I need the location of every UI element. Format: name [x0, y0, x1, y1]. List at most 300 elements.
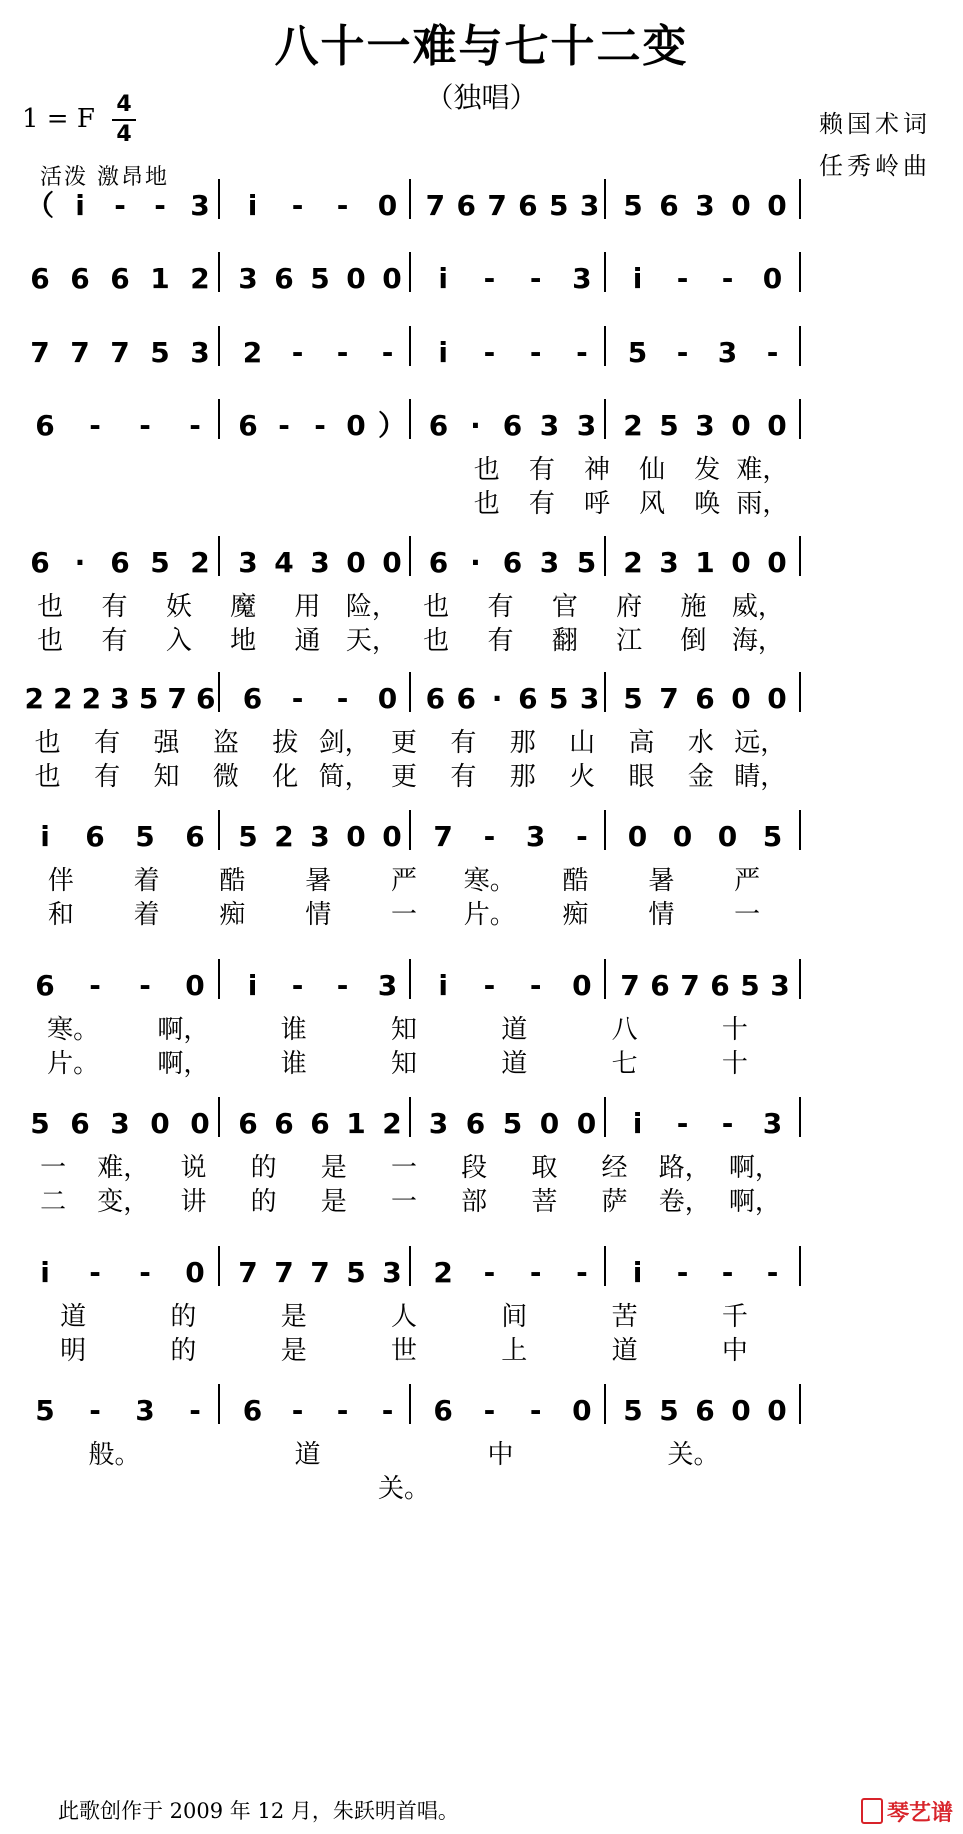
note: 0 — [767, 189, 787, 222]
lyric-char: 有 — [94, 762, 121, 792]
note: 5 — [346, 1256, 366, 1289]
note: - — [89, 409, 101, 442]
lyric-char: 暑 — [305, 866, 332, 896]
lyric-char: 有 — [101, 626, 128, 656]
note: 3 — [539, 546, 560, 579]
note: i — [632, 1107, 643, 1140]
note: · — [491, 682, 503, 715]
note: 0 — [731, 1394, 751, 1427]
lyric-char: 人 — [390, 1302, 418, 1332]
note: 0 — [731, 546, 751, 579]
lyric-char: 卷， — [658, 1187, 711, 1217]
note: - — [483, 262, 496, 295]
note: 5 — [150, 336, 170, 369]
note: - — [89, 1394, 101, 1427]
lyric-char: 也 — [423, 626, 450, 656]
note: 6 — [274, 262, 294, 295]
note: 1 — [695, 546, 715, 579]
lyric-char: 更 — [390, 762, 418, 792]
lyric-char: 是 — [280, 1336, 307, 1366]
note: - — [676, 262, 689, 295]
lyric-char: 菩 — [531, 1187, 558, 1217]
watermark-text: 琴艺谱 — [886, 1801, 953, 1826]
note: 3 — [135, 1394, 155, 1427]
note: 0 — [377, 189, 398, 222]
lyric-char: 关。 — [377, 1474, 431, 1504]
lyric-char: 八 — [611, 1015, 638, 1045]
note: 5 — [502, 1107, 523, 1140]
lyric-char: 简， — [318, 762, 371, 792]
song-subtitle: （独唱） — [425, 81, 538, 114]
note: 5 — [623, 682, 643, 715]
lyric-char: 江 — [616, 626, 643, 656]
note: 6 — [518, 682, 538, 715]
note: - — [189, 409, 201, 442]
note: 5 — [150, 546, 170, 579]
lyric-char: 入 — [165, 626, 192, 656]
note: 3 — [382, 1256, 402, 1289]
note: 0 — [382, 262, 402, 295]
note: 3 — [310, 820, 330, 853]
lyric-char: 酷 — [562, 866, 589, 896]
note: 5 — [549, 682, 569, 715]
key-signature: 1 = F — [22, 104, 95, 134]
lyric-char: 十 — [721, 1049, 748, 1079]
lyric-char: 府 — [616, 592, 643, 622]
note: 2 — [190, 546, 210, 579]
lyric-char: 妖 — [165, 592, 192, 622]
note: 6 — [274, 1107, 294, 1140]
note: - — [154, 189, 166, 222]
lyric-char: 萨 — [601, 1187, 628, 1217]
lyric-char: 强 — [153, 728, 180, 758]
lyric-char: 二 — [40, 1187, 67, 1217]
note: 6 — [85, 820, 105, 853]
note: 7 — [30, 336, 50, 369]
lyric-char: 施 — [680, 592, 707, 622]
song-title: 八十一难与七十二变 — [274, 21, 689, 72]
lyric-char: 严 — [390, 866, 418, 896]
lyric-char: 雨， — [736, 489, 789, 519]
note: 0 — [346, 262, 366, 295]
note: - — [381, 336, 394, 369]
lyric-char: 天， — [345, 626, 398, 656]
lyric-char: 明 — [60, 1336, 87, 1366]
lyric-char: 痴 — [562, 900, 589, 930]
composer-credit: 任秀岭曲 — [819, 152, 931, 180]
lyric-char: 化 — [272, 762, 299, 792]
note: - — [89, 1256, 101, 1289]
lyric-char: 苦 — [611, 1302, 638, 1332]
note: 6 — [650, 969, 670, 1002]
note: i — [40, 1256, 50, 1289]
score-system — [30, 536, 800, 656]
note: 0 — [572, 1394, 592, 1427]
lyric-char: 呼 — [583, 489, 611, 519]
tempo-marking: 活泼 激昂地 — [40, 165, 169, 190]
note: - — [189, 1394, 201, 1427]
lyric-char: 有 — [487, 592, 514, 622]
note: i — [247, 969, 258, 1002]
note: i — [438, 969, 448, 1002]
lyric-char: 寒。 — [463, 866, 516, 896]
note: 6 — [35, 969, 55, 1002]
note: - — [139, 409, 151, 442]
note: 3 — [190, 336, 210, 369]
lyric-char: 十 — [721, 1015, 748, 1045]
note: 3 — [572, 262, 592, 295]
note: 5 — [762, 820, 783, 853]
note: - — [483, 969, 496, 1002]
note: 5 — [740, 969, 760, 1002]
lyric-char: 难， — [97, 1153, 150, 1183]
note: - — [483, 1256, 496, 1289]
note: 6 — [110, 262, 130, 295]
note: 0 — [150, 1107, 170, 1140]
lyric-char: 着 — [133, 900, 160, 930]
note: 6 — [238, 1107, 258, 1140]
lyric-char: 的 — [170, 1336, 197, 1366]
note: 3 — [525, 820, 546, 853]
lyric-char: 也 — [37, 626, 64, 656]
note: 0 — [185, 969, 205, 1002]
note: 3 — [695, 409, 715, 442]
lyric-char: 经 — [601, 1153, 628, 1183]
note: 3 — [695, 189, 715, 222]
note: - — [529, 1394, 542, 1427]
lyric-char: 险， — [345, 592, 398, 622]
note: 6 — [502, 409, 523, 442]
lyric-char: 仙 — [639, 455, 666, 485]
lyric-char: 有 — [94, 728, 121, 758]
note: 1 — [150, 262, 170, 295]
lyric-char: 道 — [611, 1336, 638, 1366]
lyric-char: 通 — [294, 626, 321, 656]
lyric-char: 盗 — [212, 728, 239, 758]
lyric-char: 啊， — [157, 1015, 210, 1045]
note: 0 — [572, 969, 592, 1002]
lyric-char: 伴 — [47, 866, 74, 896]
note: 0 — [382, 546, 402, 579]
note: - — [314, 409, 326, 442]
lyric-char: 有 — [528, 489, 555, 519]
lyric-char: 拔 — [272, 728, 299, 758]
lyric-char: 也 — [423, 592, 450, 622]
note: 3 — [579, 682, 600, 715]
note: 5 — [659, 1394, 679, 1427]
note: 5 — [549, 189, 569, 222]
note: 7 — [425, 189, 446, 222]
note: 6 — [428, 409, 449, 442]
note: 6 — [502, 546, 523, 579]
note: - — [766, 336, 779, 369]
lyric-char: 谁 — [280, 1049, 307, 1079]
note: - — [576, 336, 588, 369]
note: 6 — [242, 1394, 263, 1427]
note: 6 — [242, 682, 263, 715]
lyric-char: 变， — [97, 1187, 150, 1217]
lyric-char: 难， — [736, 455, 789, 485]
score-system — [30, 326, 800, 369]
note: 2 — [433, 1256, 453, 1289]
note: 2 — [242, 336, 263, 369]
note: 2 — [274, 820, 294, 853]
lyric-char: 倒 — [680, 626, 707, 656]
note: 7 — [70, 336, 90, 369]
lyric-char: 有 — [450, 762, 477, 792]
note: i — [40, 820, 50, 853]
note: 3 — [770, 969, 790, 1002]
note: - — [336, 189, 349, 222]
score-system — [30, 252, 800, 295]
note: 6 — [695, 1394, 715, 1427]
note: 0 — [377, 682, 398, 715]
note: 7 — [167, 682, 187, 715]
lyric-char: 中 — [721, 1336, 748, 1366]
lyric-char: 和 — [47, 900, 74, 930]
note: - — [676, 336, 689, 369]
note: 3 — [659, 546, 679, 579]
note: · — [470, 409, 481, 442]
lyric-char: 发 — [694, 455, 721, 485]
lyric-char: 中 — [487, 1440, 514, 1470]
note: 0 — [672, 820, 693, 853]
note: 7 — [274, 1256, 294, 1289]
lyric-char: 千 — [721, 1302, 748, 1332]
lyric-char: 关。 — [667, 1440, 720, 1470]
lyric-char: 也 — [34, 762, 61, 792]
logo-icon — [861, 1798, 883, 1824]
note: - — [483, 1394, 496, 1427]
note: 6 — [30, 546, 50, 579]
lyric-char: 道 — [501, 1015, 528, 1045]
note: - — [89, 969, 101, 1002]
lyric-char: 片。 — [463, 900, 516, 930]
note: - — [529, 262, 542, 295]
lyric-char: 睛， — [734, 762, 787, 792]
note: - — [336, 1394, 349, 1427]
note: - — [291, 1394, 304, 1427]
watermark-logo — [861, 1796, 953, 1827]
note: 4 — [274, 546, 294, 579]
note: - — [529, 1256, 542, 1289]
note: 6 — [695, 682, 715, 715]
note: 7 — [238, 1256, 258, 1289]
note: 6 — [428, 546, 449, 579]
note: i — [438, 336, 448, 369]
note: - — [278, 409, 290, 442]
note: - — [336, 969, 349, 1002]
note: 6 — [456, 189, 476, 222]
note: 5 — [310, 262, 330, 295]
lyric-char: 水 — [687, 728, 714, 758]
note: 2 — [623, 409, 643, 442]
lyric-char: 是 — [320, 1153, 347, 1183]
lyric-char: 的 — [250, 1153, 277, 1183]
note: 5 — [623, 1394, 643, 1427]
lyric-char: 有 — [528, 455, 555, 485]
note: 3 — [238, 262, 258, 295]
note: 7 — [659, 682, 679, 715]
note: 3 — [717, 336, 738, 369]
lyric-char: 官 — [551, 592, 578, 622]
lyric-char: 一 — [734, 900, 761, 930]
note: i — [438, 262, 448, 295]
lyric-char: 远， — [734, 728, 787, 758]
lyric-char: 是 — [320, 1187, 347, 1217]
note: 2 — [81, 682, 102, 715]
note: 6 — [195, 682, 216, 715]
lyric-char: 微 — [212, 762, 239, 792]
note: 7 — [487, 189, 507, 222]
note: 5 — [576, 546, 597, 579]
note: 3 — [576, 409, 597, 442]
note: - — [291, 336, 304, 369]
note: - — [483, 336, 496, 369]
lyric-char: 山 — [569, 728, 596, 758]
note: - — [721, 262, 734, 295]
lyric-char: 啊， — [728, 1153, 781, 1183]
note: 0 — [346, 546, 366, 579]
note: 6 — [465, 1107, 486, 1140]
note: 3 — [428, 1107, 449, 1140]
note: 2 — [190, 262, 210, 295]
note: （ — [25, 189, 55, 222]
lyric-char: 间 — [501, 1302, 528, 1332]
note: 3 — [579, 189, 600, 222]
note: 6 — [310, 1107, 330, 1140]
lyric-char: 说 — [180, 1153, 207, 1183]
lyric-char: 知 — [390, 1015, 418, 1045]
note: 6 — [30, 262, 50, 295]
note: 6 — [238, 409, 258, 442]
lyric-char: 片。 — [47, 1049, 100, 1079]
note: 5 — [30, 1107, 50, 1140]
score-system — [40, 810, 800, 930]
note: 3 — [110, 682, 130, 715]
lyric-char: 也 — [34, 728, 61, 758]
note: 5 — [35, 1394, 55, 1427]
lyric-char: 路， — [658, 1153, 711, 1183]
note: - — [291, 189, 304, 222]
lyric-char: 唤 — [694, 489, 721, 519]
note: i — [75, 189, 85, 222]
note: 0 — [767, 682, 787, 715]
note: 3 — [310, 546, 330, 579]
note: 6 — [70, 1107, 90, 1140]
note: 7 — [110, 336, 130, 369]
note: - — [291, 969, 304, 1002]
note: 6 — [659, 189, 679, 222]
lyric-char: 金 — [687, 762, 714, 792]
lyric-char: 知 — [153, 762, 180, 792]
note: 3 — [190, 189, 210, 222]
lyric-char: 讲 — [180, 1187, 207, 1217]
note: - — [721, 1107, 734, 1140]
lyric-char: 啊， — [728, 1187, 781, 1217]
note: 5 — [627, 336, 648, 369]
lyric-char: 痴 — [219, 900, 246, 930]
note: 0 — [717, 820, 738, 853]
note: 3 — [110, 1107, 130, 1140]
note: 6 — [70, 262, 90, 295]
lyric-char: 道 — [294, 1440, 321, 1470]
note: 3 — [539, 409, 560, 442]
note: 6 — [425, 682, 446, 715]
score-system — [40, 1246, 800, 1366]
lyric-char: 是 — [280, 1302, 307, 1332]
note: 5 — [138, 682, 159, 715]
lyric-char: 那 — [509, 762, 536, 792]
note: - — [576, 820, 588, 853]
time-signature-bottom: 4 — [116, 122, 132, 147]
lyric-char: 高 — [628, 728, 655, 758]
note: 3 — [238, 546, 258, 579]
note: 7 — [433, 820, 453, 853]
note: 5 — [623, 189, 643, 222]
note: 0 — [762, 262, 783, 295]
lyric-char: 寒。 — [47, 1015, 100, 1045]
note: 2 — [53, 682, 73, 715]
score-system — [26, 179, 800, 222]
lyric-char: 那 — [509, 728, 536, 758]
lyric-char: 一 — [390, 1153, 418, 1183]
note: - — [336, 336, 349, 369]
note: 3 — [377, 969, 398, 1002]
note: 7 — [620, 969, 640, 1002]
lyric-char: 知 — [390, 1049, 418, 1079]
lyric-char: 着 — [133, 866, 160, 896]
note: - — [381, 1394, 394, 1427]
note: - — [529, 336, 542, 369]
lyric-char: 魔 — [230, 592, 257, 622]
note: 0 — [731, 682, 751, 715]
note: 0 — [382, 820, 402, 853]
note: 6 — [110, 546, 130, 579]
note: - — [529, 969, 542, 1002]
note: 3 — [762, 1107, 783, 1140]
lyric-char: 威， — [731, 592, 784, 622]
note: 5 — [659, 409, 679, 442]
lyric-char: 部 — [461, 1187, 488, 1217]
note: 6 — [456, 682, 476, 715]
note: i — [247, 189, 258, 222]
note: - — [676, 1107, 689, 1140]
lyric-char: 情 — [648, 900, 675, 930]
note: 6 — [710, 969, 730, 1002]
note: 6 — [35, 409, 55, 442]
lyric-char: 上 — [501, 1336, 528, 1366]
lyric-char: 酷 — [219, 866, 246, 896]
note: 6 — [433, 1394, 453, 1427]
lyric-char: 翻 — [551, 626, 578, 656]
note: 0 — [627, 820, 648, 853]
note: - — [766, 1256, 779, 1289]
note: 0 — [731, 189, 751, 222]
lyric-char: 用 — [294, 592, 321, 622]
note: 7 — [680, 969, 700, 1002]
lyric-char: 一 — [390, 1187, 418, 1217]
lyric-char: 也 — [473, 489, 500, 519]
lyric-char: 取 — [531, 1153, 558, 1183]
note: 0 — [346, 409, 366, 442]
note: · — [470, 546, 481, 579]
note: 0 — [185, 1256, 205, 1289]
note: - — [336, 682, 349, 715]
lyric-char: 道 — [501, 1049, 528, 1079]
note: - — [139, 969, 151, 1002]
score-system — [35, 399, 800, 519]
